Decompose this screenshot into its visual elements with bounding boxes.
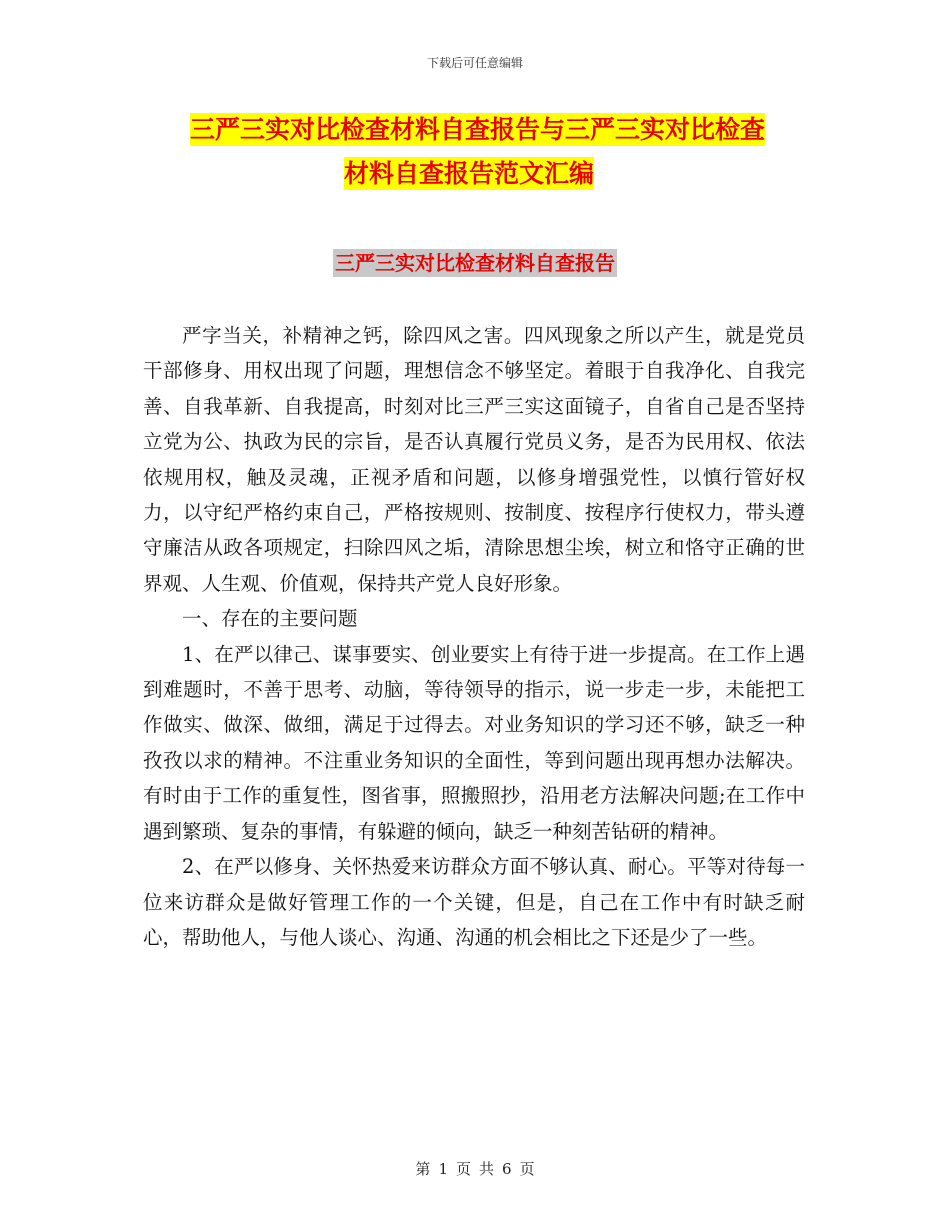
current-page-number: 1 <box>438 1160 448 1178</box>
page-footer <box>0 1158 950 1179</box>
subtitle-text: 三严三实对比检查材料自查报告 <box>335 251 615 275</box>
paragraph-problem-2: 2、在严以修身、关怀热爱来访群众方面不够认真、耐心。平等对待每一位来访群众是做好管理工作的一个关键，但是，自己在工作中有时缺乏耐心，帮助他人，与他人谈心、沟通、沟通的机会相比之下还是少了一些。 <box>143 855 805 949</box>
section-heading-problems: 一、存在的主要问题 <box>182 607 358 631</box>
footer-suffix: 页 <box>519 1160 535 1178</box>
title-line-1: 三严三实对比检查材料自查报告与三严三实对比检查 <box>190 115 766 144</box>
document-body <box>143 318 805 955</box>
section-subtitle <box>0 246 950 280</box>
title-line-2: 材料自查报告范文汇编 <box>344 159 595 188</box>
paragraph-problem-1: 1、在严以律己、谋事要实、创业要实上有待于进一步提高。在工作上遇到难题时，不善于思考、动脑，等待领导的指示，说一步走一步，未能把工作做实、做深、做细，满足于过得去。对业务知识的学习还不够，缺乏一种孜孜以求的精神。不注重业务知识的全面性，等到问题出现再想办法解决。有时由于工作的重复性，图省事，照搬照抄，沿用老方法解决问题;在工作中遇到繁琐、复杂的事情，有躲避的倾向，缺乏一种刻苦钻研的精神。 <box>143 642 805 843</box>
footer-total-label: 共 <box>479 1160 495 1178</box>
footer-page-label: 页 <box>455 1160 471 1178</box>
paragraph-intro: 严字当关，补精神之钙，除四风之害。四风现象之所以产生，就是党员干部修身、用权出现了问题，理想信念不够坚定。着眼于自我净化、自我完善、自我革新、自我提高，时刻对比三严三实这面镜子，自省自己是否坚持立党为公、执政为民的宗旨，是否认真履行党员义务，是否为民用权、依法依规用权，触及灵魂，正视矛盾和问题，以修身增强党性，以慎行管好权力，以守纪严格约束自己，严格按规则、按制度、按程序行使权力，带头遵守廉洁从政各项规定，扫除四风之垢，清除思想尘埃，树立和恪守正确的世界观、人生观、价值观，保持共产党人良好形象。 <box>143 324 805 595</box>
footer-prefix: 第 <box>415 1160 431 1178</box>
total-page-count: 6 <box>502 1160 512 1178</box>
header-note: 下载后可任意编辑 <box>426 56 523 70</box>
document-title <box>190 108 810 196</box>
